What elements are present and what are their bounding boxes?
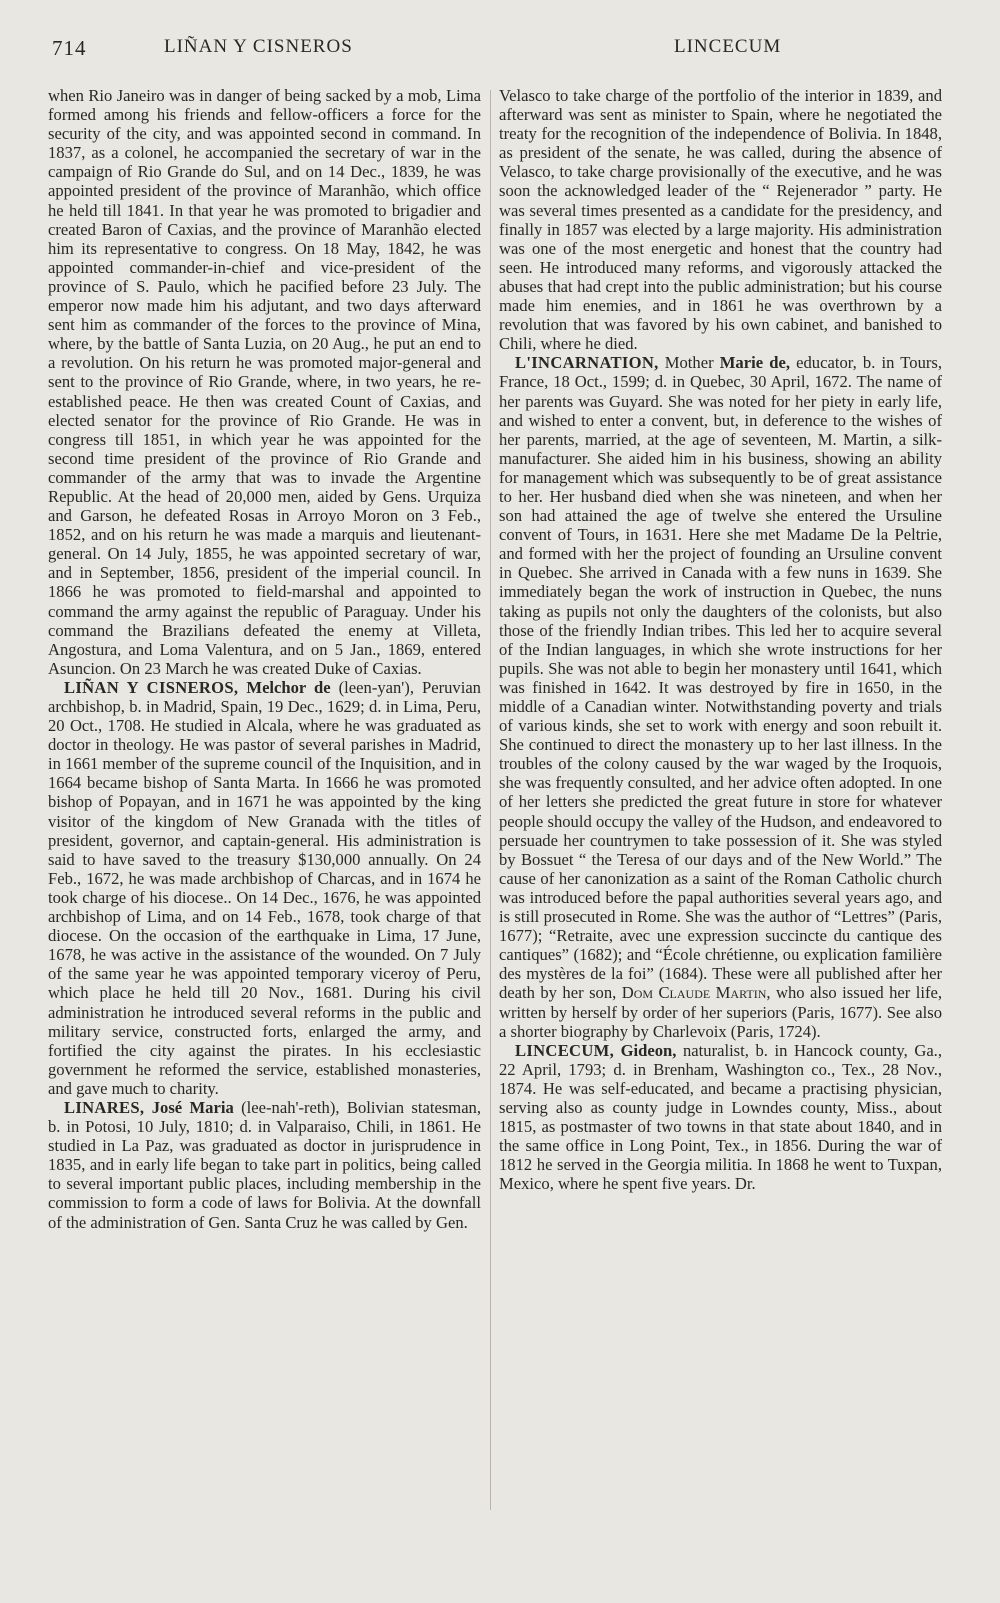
page-number: 714 bbox=[52, 36, 87, 60]
entry-lincarnation bbox=[499, 353, 942, 1040]
entry-text: (leen-yan'), Peruvian archbishop, b. in Madrid, Spain, 19 Dec., 1629; d. in Lima, Peru, 20 Oct., 1708. He studied in Alcala, where he was graduated as doctor in theology. He was pastor of several parishes in Madrid, in 1661 member of the supreme council of the Inquisition, and in 1664 became bishop of Santa Marta. In 1666 he was promoted bishop of Popayan, and in 1671 he was appointed by the king visitor of the kingdom of New Granada with the titles of president, governor, and captain-general. His administration is said to have saved to the treasury $130,000 annually. On 24 Feb., 1672, he was made archbishop of Charcas, and in 1674 he took charge of his diocese.. On 14 Dec., 1676, he was appointed archbishop of Lima, and on 14 Feb., 1678, took charge of that diocese. On the occasion of the earthquake in Lima, 17 June, 1678, he was active in the assistance of the wounded. On 7 July of the same year he was appointed temporary viceroy of Peru, which place he held till 20 Nov., 1681. During his civil administration he introduced several reforms in the public and military service, constructed forts, enlarged the army, and fortified the city against the pirates. In his ecclesiastic government he reformed the service, established monasteries, and gave much to charity. bbox=[48, 677, 481, 1098]
left-column bbox=[48, 86, 481, 1232]
entry-given-name: José Maria bbox=[151, 1097, 234, 1117]
entry-linan-y-cisneros bbox=[48, 678, 481, 1098]
running-header bbox=[52, 36, 792, 66]
right-column bbox=[499, 86, 942, 1193]
continued-text: when Rio Janeiro was in danger of being sacked by a mob, Lima formed among his friends and fellow-officers a force for the security of the city, and was appointed second in command. In 1837, as a colonel, he accompanied the secretary of war in the campaign of Rio Grande do Sul, and on 14 Dec., 1839, he was appointed president of the province of Maranhão, which office he held till 1841. In that year he was promoted to brigadier and created Baron of Caxias, and the province of Maranhão elected him its representative to congress. On 18 May, 1842, he was appointed commander-in-chief and vice-president of the province of S. Paulo, which he pacified before 23 July. The emperor now made him his adjutant, and two days afterward sent him as commander of the forces to the province of Mina, where, by the battle of Santa Luzia, on 20 Aug., he put an end to a revolution. On his return he was promoted major-general and sent to the province of Rio Grande, where, in two years, he re-established peace. He then was created Count of Caxias, and elected senator for the province of Rio Grande. He was in congress till 1851, in which year he was appointed for the second time president of the province of Rio Grande and commander of the army that was to invade the Argentine Republic. At the head of 20,000 men, aided by Gens. Urquiza and Garson, he defeated Rosas in Arroyo Moron on 3 Feb., 1852, and on his return he was made a marquis and lieutenant-general. On 14 July, 1855, he was appointed secretary of war, and in September, 1856, president of the imperial council. In 1866 he was promoted to field-marshal and appointed to command the army against the republic of Paraguay. Under his command the Brazilians defeated the enemy at Villeta, Angostura, and Loma Valentura, and on 5 Jan., 1869, entered Asuncion. On 23 March he was created Duke of Caxias. bbox=[48, 86, 481, 678]
entry-given-name: Marie de, bbox=[719, 353, 790, 373]
entry-lincecum bbox=[499, 1041, 942, 1194]
entry-headword: LIÑAN Y CISNEROS, bbox=[64, 677, 239, 697]
entry-headword: L'INCARNATION, bbox=[515, 353, 659, 373]
right-running-head: LINCECUM bbox=[674, 36, 782, 57]
cited-name: Dom Claude Martin, bbox=[621, 983, 771, 1003]
entry-headword: LINCECUM, bbox=[515, 1040, 615, 1060]
entry-text: (lee-nah'-reth), Bolivian statesman, b. in Potosi, 10 July, 1810; d. in Valparaiso, Chili, in 1861. He studied in La Paz, was graduated as doctor in jurisprudence in 1835, and in early life began to take part in politics, being called to several important public places, including membership in the commission to form a code of laws for Bolivia. At the downfall of the administration of Gen. Santa Cruz he was called by Gen. bbox=[48, 1097, 482, 1232]
entry-linares bbox=[48, 1098, 481, 1232]
entry-text-continued: who also issued her life, written by herself by order of her superiors (Paris, 1677). See also a shorter biography by Charlevoix (Paris, 1724). bbox=[499, 983, 943, 1041]
entry-given-name: Gideon, bbox=[620, 1040, 677, 1060]
entry-headword: LINARES, bbox=[64, 1097, 145, 1117]
entry-text: naturalist, b. in Hancock county, Ga., 22 April, 1793; d. in Brenham, Washington co., Tex., 28 Nov., 1874. He was self-educated, and became a practising physician, serving also as county judge in Lowndes county, Miss., about 1815, as postmaster of two towns in that state about 1840, and in the same office in Long Point, Tex., in 1856. During the war of 1812 he served in the Georgia militia. In 1868 he went to Tuxpan, Mexico, where he spent five years. Dr. bbox=[499, 1040, 942, 1194]
column-divider bbox=[490, 90, 491, 1510]
entry-prefix: Mother bbox=[658, 353, 720, 373]
left-running-head: LIÑAN Y CISNEROS bbox=[164, 36, 353, 57]
continued-text: Velasco to take charge of the portfolio of the interior in 1839, and afterward was sent as minister to Spain, where he negotiated the treaty for the recognition of the independence of Bolivia. In 1848, as president of the senate, he was called, during the absence of Velasco, to take charge provisionally of the executive, and he was soon the acknowledged leader of the “ Rejenerador ” party. He was several times presented as a candidate for the presidency, and finally in 1857 was elected by a large majority. His administration was one of the most energetic and honest that the country had seen. He introduced many reforms, and vigorously attacked the abuses that had crept into the public administration; but his course made him enemies, and in 1861 he was overthrown by a revolution that was favored by his own cabinet, and banished to Chili, where he died. bbox=[499, 86, 942, 354]
entry-text: educator, b. in Tours, France, 18 Oct., 1599; d. in Quebec, 30 April, 1672. The name of her parents was Guyard. She was noted for her piety in early life, and wished to enter a convent, but, in deference to the wishes of her parents, married, at the age of seventeen, M. Martin, a silk-manufacturer. She aided him in his business, showing an ability for management which was subsequently to be of great assistance to her. Her husband died when she was nineteen, and when her son had attained the age of twelve she entered the Ursuline convent of Tours, in 1631. Here she met Madame De la Peltrie, and formed with her the project of founding an Ursuline convent in Quebec. She arrived in Canada with a few nuns in 1639. She immediately began the work of instruction in Quebec, the nuns taking as pupils not only the daughters of the colonists, but also those of the friendly Indian tribes. This led her to acquire several of the Indian languages, in which she wrote instructions for her pupils. She was not able to begin her monastery until 1641, which was finished in 1642. It was destroyed by fire in 1650, in the middle of a Canadian winter. Notwithstanding poverty and trials of various kinds, she set to work with energy and soon rebuilt it. She continued to direct the monastery up to her last illness. In the troubles of the colony caused by the war waged by the Iroquois, she was frequently consulted, and her advice often adopted. In one of her letters she predicted the great future in store for whatever people should occupy the valley of the Hudson, and endeavored to persuade her countrymen to take possession of it. She was styled by Bossuet “ the Teresa of our days and of the New World.” The cause of her canonization as a saint of the Roman Catholic church was introduced before the papal authorities several years ago, and is still prosecuted in Rome. She was the author of “Lettres” (Paris, 1677); “Retraite, avec une expression succincte du cantique des cantiques” (1682); and “École chrétienne, ou explication familière des mystères de la foi” (1684). These were all published after her death by her son, bbox=[499, 353, 942, 1003]
entry-given-name: Melchor de bbox=[246, 677, 331, 697]
